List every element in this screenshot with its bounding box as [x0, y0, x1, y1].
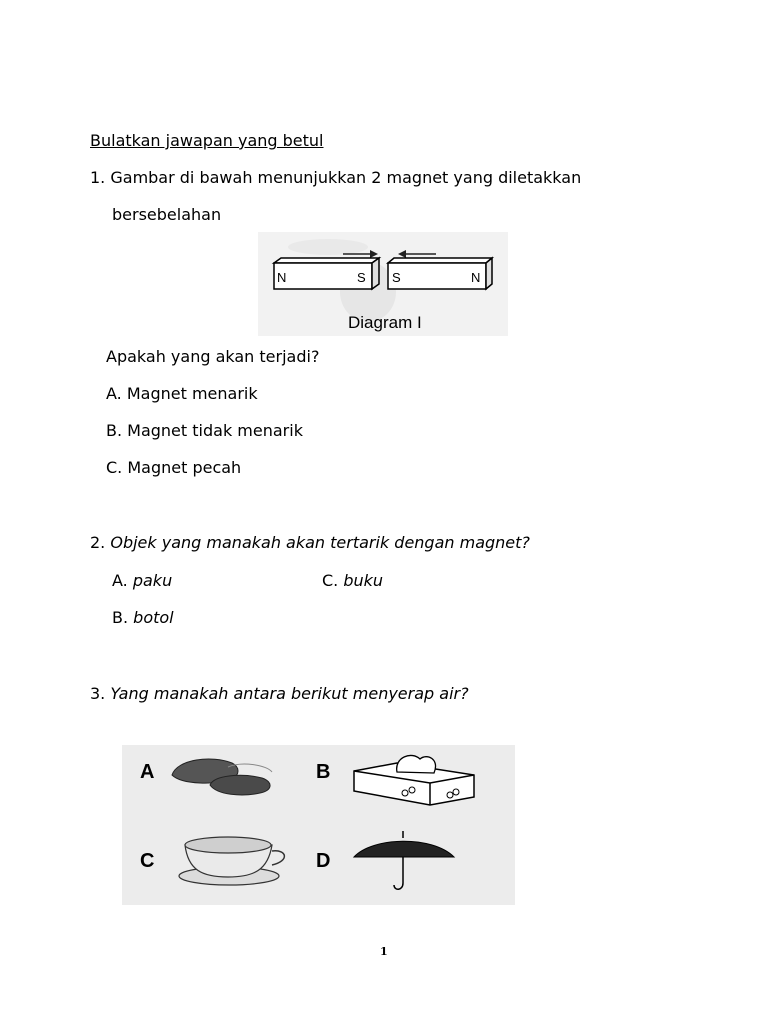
magnet-2-pole-left: S	[392, 270, 401, 285]
q2-option-c-text: buku	[343, 571, 384, 590]
option-c-label: C	[140, 850, 155, 872]
page-number: 1	[380, 945, 388, 958]
q2-stem	[90, 533, 530, 553]
q2-option-b-text: botol	[133, 608, 174, 627]
q2-option-c-letter: C.	[322, 571, 339, 590]
q2-number: 2.	[90, 533, 106, 552]
q1-option-b[interactable]: B. Magnet tidak menarik	[106, 421, 303, 440]
q2-option-a-text: paku	[132, 571, 173, 590]
q1-stem-text: Gambar di bawah menunjukkan 2 magnet yang diletakkan	[110, 168, 582, 187]
q3-stem-text: Yang manakah antara berikut menyerap air?	[110, 684, 469, 703]
q2-option-b-letter: B.	[112, 608, 129, 627]
absorbency-figure	[122, 745, 515, 905]
q2-option-a-letter: A.	[112, 571, 128, 590]
diagram-caption: Diagram I	[348, 313, 422, 332]
q1-option-c[interactable]: C. Magnet pecah	[106, 458, 242, 477]
q3-stem	[90, 684, 469, 704]
q1-number: 1.	[90, 168, 106, 187]
option-a-label: A	[140, 761, 155, 783]
magnet-1-pole-left: N	[277, 270, 287, 285]
option-d-label: D	[316, 850, 331, 872]
q1-question: Apakah yang akan terjadi?	[106, 347, 320, 366]
absorbency-figure-drawing	[122, 745, 515, 905]
q2-option-c[interactable]	[322, 571, 383, 591]
instruction-heading: Bulatkan jawapan yang betul	[90, 131, 324, 150]
q1-stem-line1	[90, 168, 581, 188]
q1-option-a[interactable]: A. Magnet menarik	[106, 384, 258, 403]
q2-option-b[interactable]	[112, 608, 174, 628]
magnet-2-pole-right: N	[471, 270, 481, 285]
q3-number: 3.	[90, 684, 106, 703]
q2-option-a[interactable]	[112, 571, 172, 591]
option-b-label: B	[316, 761, 331, 783]
q2-stem-text: Objek yang manakah akan tertarik dengan magnet?	[110, 533, 530, 552]
q1-stem-line2: bersebelahan	[112, 205, 222, 224]
magnet-diagram-drawing	[258, 232, 508, 336]
magnet-1-pole-right: S	[357, 270, 366, 285]
magnet-diagram	[258, 232, 508, 336]
